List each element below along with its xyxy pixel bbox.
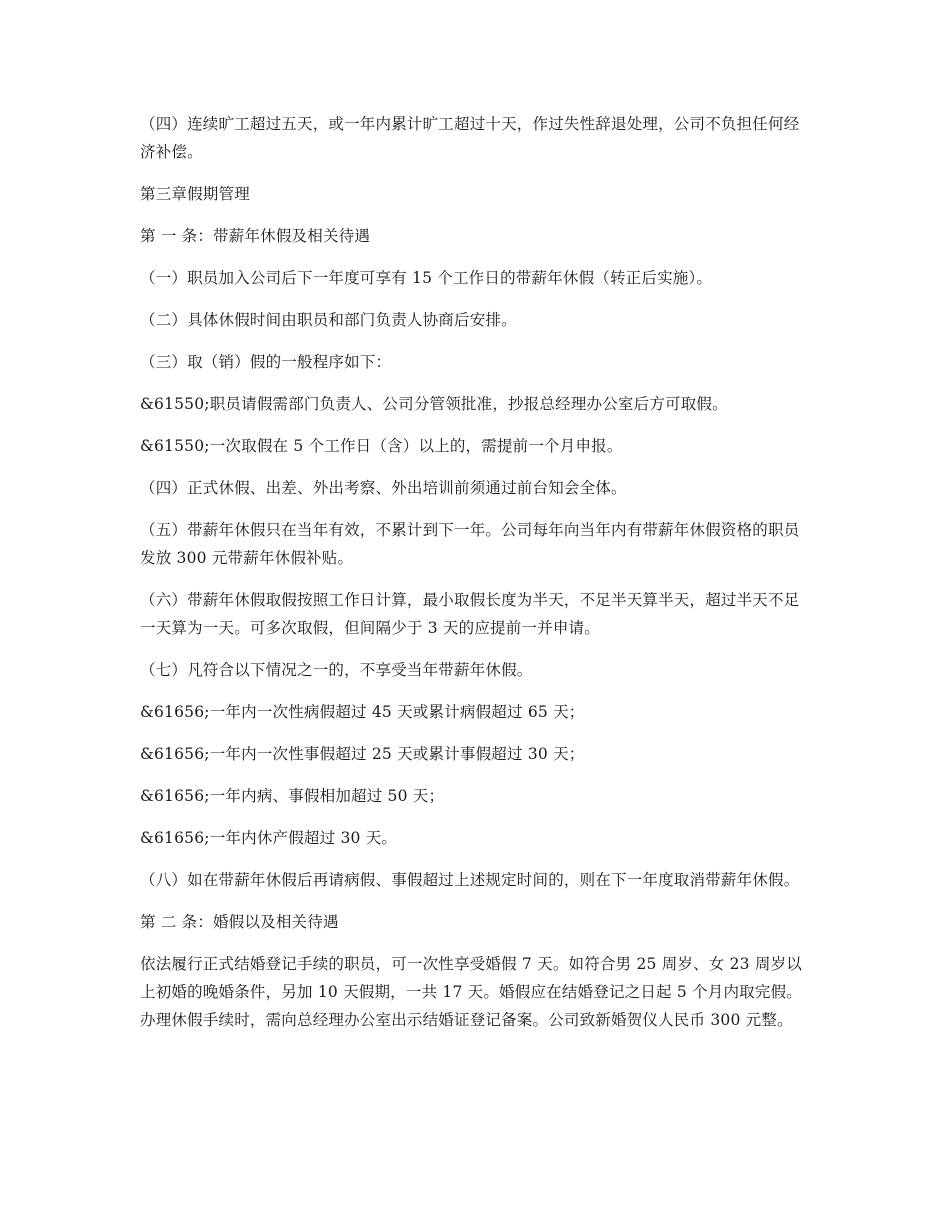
article-heading-marriage-leave: 第 二 条：婚假以及相关待遇 — [140, 913, 339, 931]
list-item-advance-notice: &61550;一次取假在 5 个工作日（含）以上的，需提前一个月申报。 — [140, 437, 623, 455]
paragraph-annual-leave-days: （一）职员加入公司后下一年度可享有 15 个工作日的带薪年休假（转正后实施）。 — [140, 269, 713, 287]
chapter-heading-leave-management: 第三章假期管理 — [140, 185, 250, 203]
paragraph-marriage-leave-details: 依法履行正式结婚登记手续的职员，可一次性享受婚假 7 天。如符合男 25 周岁、女 23 周岁以上初婚的晚婚条件，另加 10 天假期，一共 17 天。婚假应在结婚登记之日起 5 个月内取完假。办理休假手续时，需向总经理办公室出示结婚证登记备案。公司致新婚贺仪人民币 300 元整。 — [140, 955, 802, 1029]
list-item-sick-leave: &61656;一年内一次性病假超过 45 天或累计病假超过 65 天； — [140, 703, 585, 721]
list-item-approval: &61550;职员请假需部门负责人、公司分管领批准，抄报总经理办公室后方可取假。 — [140, 395, 728, 413]
paragraph-leave-calculation: （六）带薪年休假取假按照工作日计算，最小取假长度为半天，不足半天算半天，超过半天不足一天算为一天。可多次取假，但间隔少于 3 天的应提前一并申请。 — [140, 591, 800, 637]
list-item-combined-leave: &61656;一年内病、事假相加超过 50 天； — [140, 787, 445, 805]
paragraph-exclusions: （七）凡符合以下情况之一的，不享受当年带薪年休假。 — [140, 661, 533, 679]
document-page — [140, 110, 812, 1048]
paragraph-absenteeism-rule: （四）连续旷工超过五天，或一年内累计旷工超过十天，作过失性辞退处理，公司不负担任何经济补偿。 — [140, 115, 800, 161]
paragraph-leave-scheduling: （二）具体休假时间由职员和部门负责人协商后安排。 — [140, 311, 517, 329]
paragraph-notify-front-desk: （四）正式休假、出差、外出考察、外出培训前须通过前台知会全体。 — [140, 479, 627, 497]
paragraph-leave-procedure: （三）取（销）假的一般程序如下： — [140, 353, 392, 371]
paragraph-leave-validity: （五）带薪年休假只在当年有效，不累计到下一年。公司每年向当年内有带薪年休假资格的职员发放 300 元带薪年休假补贴。 — [140, 521, 800, 567]
paragraph-cancellation: （八）如在带薪年休假后再请病假、事假超过上述规定时间的，则在下一年度取消带薪年休假。 — [140, 871, 800, 889]
article-heading-paid-annual-leave: 第 一 条：带薪年休假及相关待遇 — [140, 227, 371, 245]
list-item-personal-leave: &61656;一年内一次性事假超过 25 天或累计事假超过 30 天； — [140, 745, 585, 763]
list-item-maternity-leave: &61656;一年内休产假超过 30 天。 — [140, 829, 398, 847]
